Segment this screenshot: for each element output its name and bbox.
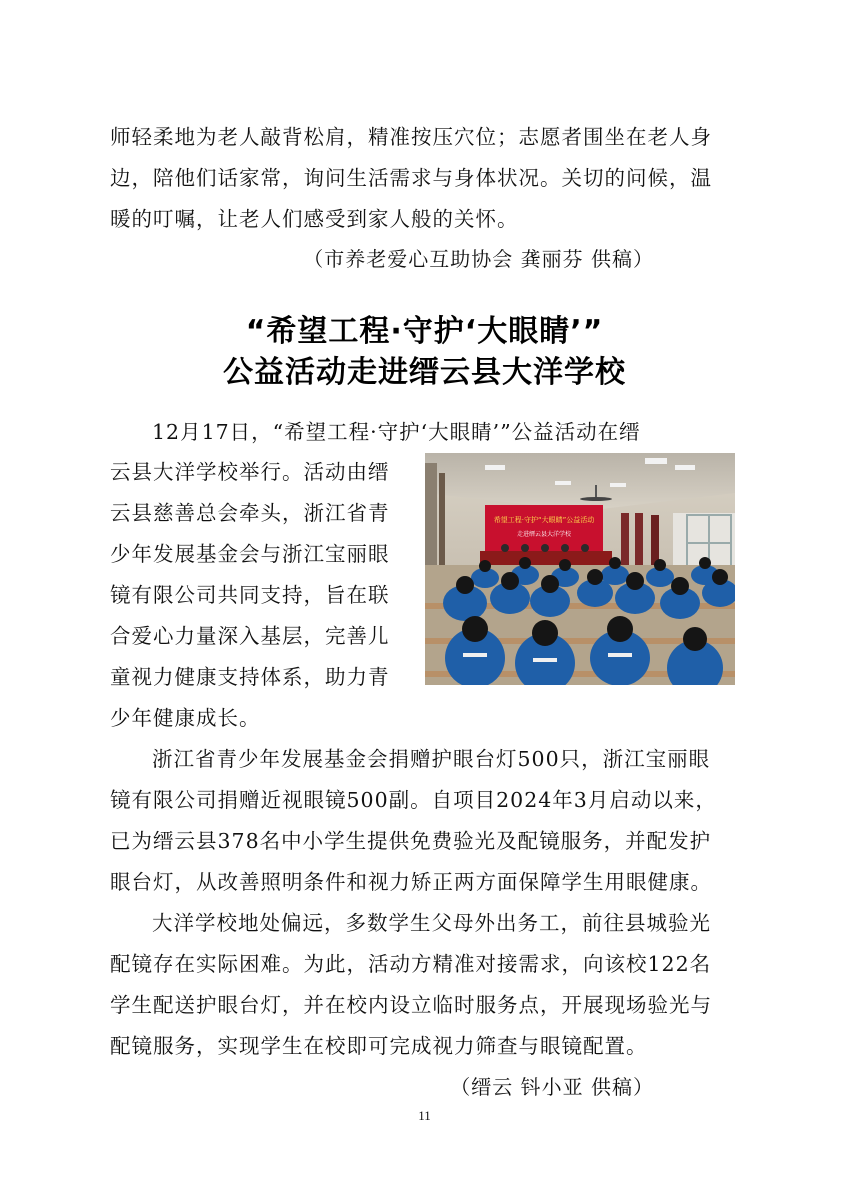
event-photo — [425, 453, 735, 685]
page-number: 11 — [418, 1108, 431, 1123]
text-line: 眼台灯，从改善照明条件和视力矫正两方面保障学生用眼健康。 — [110, 870, 712, 894]
article-title-line-2: 公益活动走进缙云县大洋学校 — [223, 355, 626, 390]
text-line: 少年健康成长。 — [110, 706, 261, 730]
text-line: 暖的叮嘱，让老人们感受到家人般的关怀。 — [110, 207, 519, 231]
banner-text: 希望工程·守护“大眼睛”公益活动 — [493, 516, 595, 524]
banner-subtext: 走进缙云县大洋学校 — [516, 531, 572, 538]
text-line: 配镜服务，实现学生在校即可完成视力筛查与眼镜配置。 — [110, 1034, 648, 1058]
text-line: 童视力健康支持体系，助力青 — [110, 665, 390, 689]
text-line: 已为缙云县378名中小学生提供免费验光及配镜服务，并配发护 — [110, 829, 712, 853]
text-line: 云县大洋学校举行。活动由缙 — [110, 460, 390, 484]
text-line: 少年发展基金会与浙江宝丽眼 — [110, 542, 390, 566]
text-line: 合爱心力量深入基层，完善儿 — [110, 624, 390, 648]
text-line: 师轻柔地为老人敲背松肩，精准按压穴位；志愿者围坐在老人身 — [110, 125, 712, 149]
text-line: 镜有限公司共同支持，旨在联 — [110, 583, 390, 607]
paragraph-1-first-line: 12月17日，“希望工程·守护‘大眼睛’”公益活动在缙 — [152, 420, 641, 444]
text-line: 配镜存在实际困难。为此，活动方精准对接需求，向该校122名 — [110, 952, 712, 976]
text-line: 镜有限公司捐赠近视眼镜500副。自项目2024年3月启动以来， — [110, 788, 717, 812]
text-line: 边，陪他们话家常，询问生活需求与身体状况。关切的问候，温 — [110, 166, 712, 190]
article-title-line-1: “希望工程·守护‘大眼睛’” — [245, 314, 604, 349]
prev-article-credit: （市养老爱心互助协会 龚丽芬 供稿） — [303, 247, 654, 271]
text-line: 云县慈善总会牵头，浙江省青 — [110, 501, 390, 525]
text-line: 大洋学校地处偏远，多数学生父母外出务工，前往县城验光 — [152, 911, 711, 935]
text-line: 学生配送护眼台灯，并在校内设立临时服务点，开展现场验光与 — [110, 993, 712, 1017]
article-credit: （缙云 钭小亚 供稿） — [450, 1075, 654, 1099]
text-line: 浙江省青少年发展基金会捐赠护眼台灯500只，浙江宝丽眼 — [152, 747, 711, 771]
